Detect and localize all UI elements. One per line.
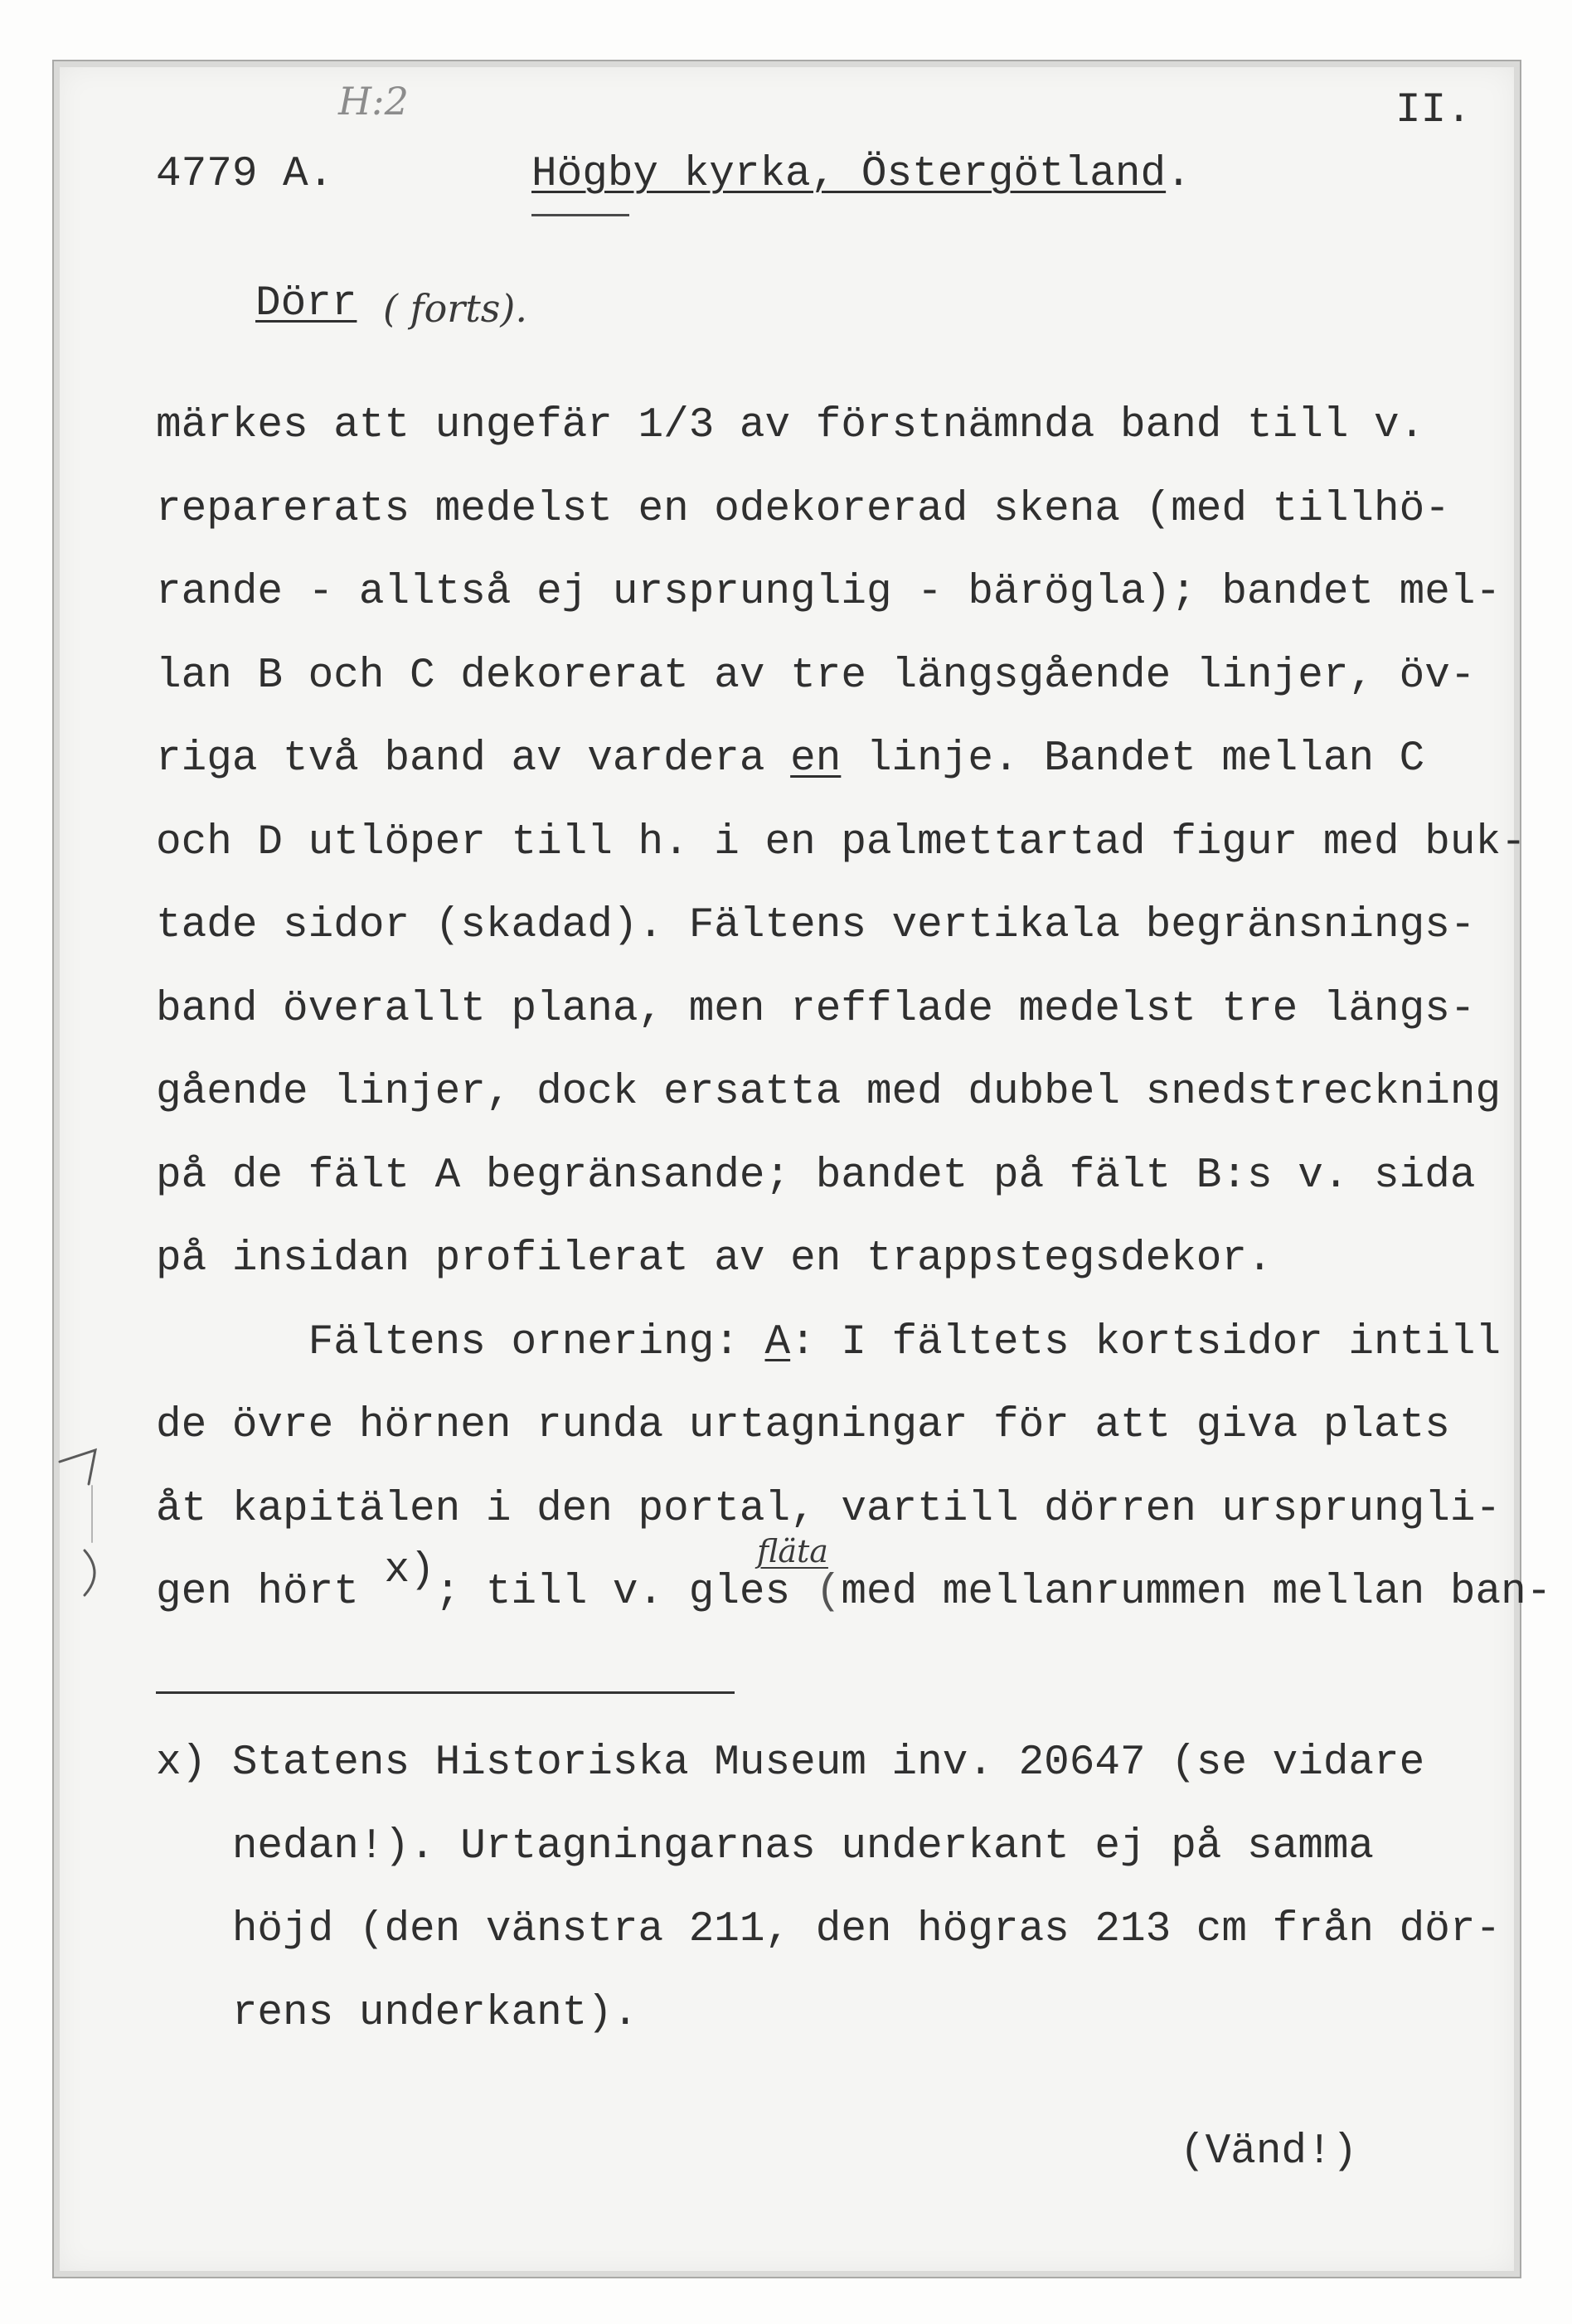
body-line (156, 718, 1551, 802)
body-line (156, 1547, 1552, 1635)
page-number: II. (1395, 87, 1472, 134)
body-line: rande - alltså ej ursprunglig - bärögla); bandet mel- (156, 569, 1502, 616)
section-heading-text: Dörr (255, 280, 357, 327)
body-line: gående linjer, dock ersatta med dubbel snedstreckning (156, 1069, 1502, 1116)
margin-pencil-marks (50, 1443, 116, 1608)
body-line-paragraph-start (156, 1302, 1551, 1385)
footnote-line: höjd (den vänstra 211, den högras 213 cm från dör- (231, 1906, 1502, 1953)
line-segment: riga två band av vardera (156, 735, 791, 783)
pencil-stroke (60, 1450, 95, 1484)
body-line: märkes att ungefär 1/3 av förstnämnda band till v. (156, 402, 1425, 449)
insertion-caret: ( (815, 1569, 842, 1616)
handwritten-continued-note: ( forts). (383, 286, 527, 331)
handwritten-insertion: fläta (757, 1533, 828, 1570)
footnote-line: x) Statens Historiska Museum inv. 20647 (se vidare (156, 1739, 1425, 1787)
pencil-underline (531, 214, 629, 216)
title-period: . (1166, 151, 1191, 198)
body-line: de övre hörnen runda urtagningar för att giva plats (156, 1402, 1450, 1449)
body-line: på insidan profilerat av en trappstegsdekor. (156, 1235, 1273, 1283)
section-heading (255, 263, 357, 347)
footnote (156, 1722, 1501, 2055)
body-line: band överallt plana, men refflade medelst tre längs- (156, 985, 1476, 1033)
body-line: åt kapitälen i den portal, vartill dörren ursprungli- (156, 1485, 1502, 1533)
line-segment: Fältens ornering: (308, 1318, 765, 1366)
body-line: på de fält A begränsande; bandet på fält B:s v. sida (156, 1152, 1476, 1200)
line-segment: gen hört (156, 1569, 385, 1616)
line-segment: : I fältets kortsidor intill (790, 1318, 1502, 1366)
footnote-line: rens underkant). (231, 1989, 638, 2037)
pencil-note: H:2 (338, 79, 409, 124)
title-text: Högby kyrka, Östergötland (531, 151, 1167, 198)
line-segment: med mellanrummen mellan ban- (841, 1569, 1552, 1616)
archive-number: 4779 A. (156, 151, 334, 198)
body-line: tade sidor (skadad). Fältens vertikala begränsnings- (156, 902, 1476, 949)
footnote-divider (156, 1691, 735, 1694)
footnote-line: nedan!). Urtagningarnas underkant ej på samma (231, 1822, 1375, 1870)
body-text (156, 385, 1551, 1635)
underlined-field-letter: A (764, 1318, 791, 1366)
underlined-word: en (790, 735, 842, 783)
line-segment: ; till v. gles (434, 1569, 816, 1616)
body-line: och D utlöper till h. i en palmettartad figur med buk- (156, 818, 1526, 866)
document-title (531, 133, 1191, 217)
turn-over-note: (Vänd!) (1180, 2128, 1358, 2176)
line-segment: linje. Bandet mellan C (841, 735, 1425, 783)
body-line: lan B och C dekorerat av tre längsgående linjer, öv- (156, 652, 1476, 700)
body-line: reparerats medelst en odekorerad skena (med tillhö- (156, 485, 1450, 533)
footnote-marker: x) (384, 1547, 435, 1594)
pencil-stroke (85, 1550, 95, 1595)
